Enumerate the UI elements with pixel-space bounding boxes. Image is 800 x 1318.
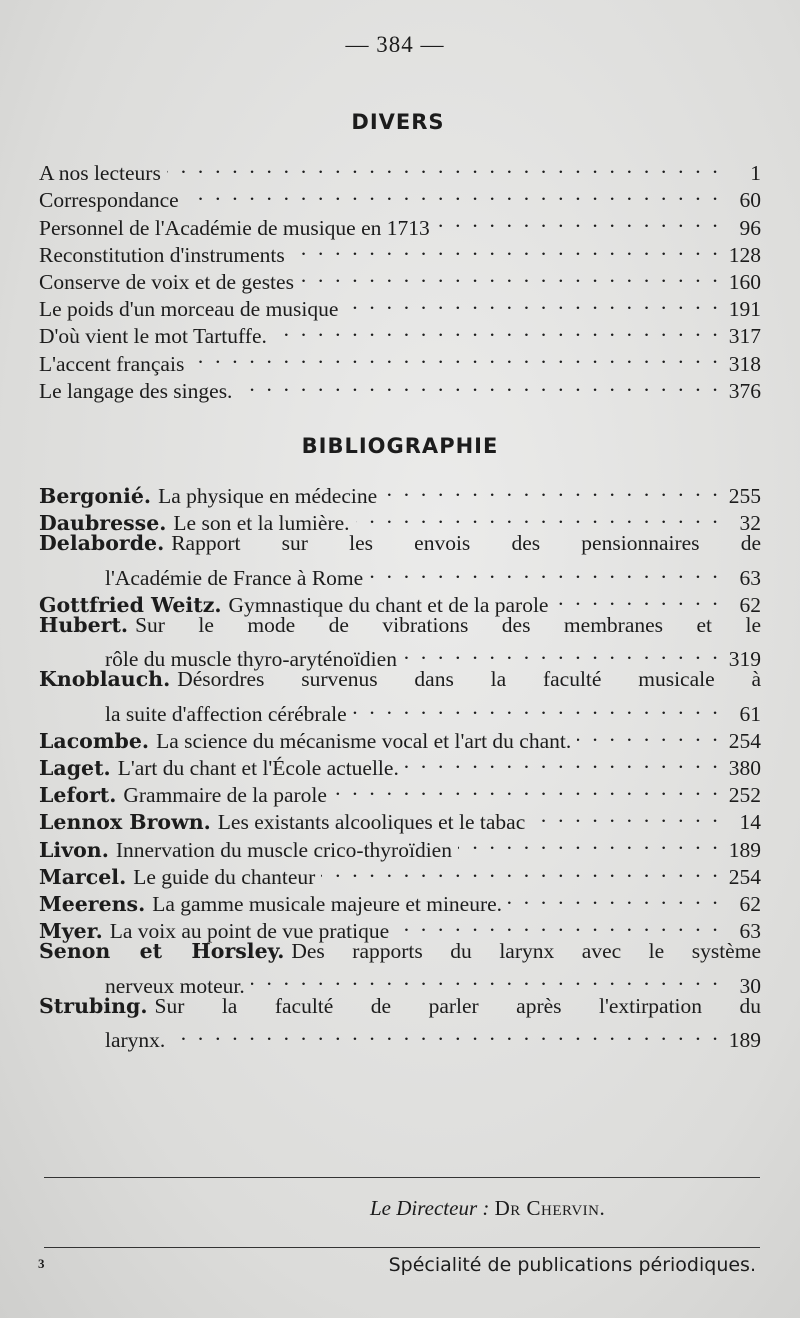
entry-title-continuation: nerveux moteur.: [105, 973, 245, 998]
dot-leader: [395, 911, 721, 938]
signature-line: [370, 1196, 605, 1221]
dot-leader: [554, 585, 721, 612]
bibliography-entry: [39, 993, 761, 1020]
bibliographie-section-title: BIBLIOGRAPHIE: [301, 434, 499, 458]
entry-title: Gymnastique du chant et de la parole: [228, 592, 549, 617]
entry-title: Sur la faculté de parler après l'extirpation du: [154, 993, 761, 1018]
entry-page-number: 1: [750, 161, 761, 186]
entry-author: Knoblauch.: [39, 667, 171, 692]
bibliography-entry: [39, 612, 761, 639]
entry-author: Gottfried Weitz.: [39, 592, 222, 617]
entry-page-number: 30: [739, 973, 761, 998]
divers-entry-list: [39, 153, 761, 403]
entry-title: Reconstitution d'instruments: [39, 242, 285, 267]
entry-title-continuation: rôle du muscle thyro-aryténoïdien: [105, 647, 397, 672]
entry-page-number: 160: [728, 269, 761, 294]
signature-label: Le Directeur :: [370, 1196, 490, 1220]
signature-name: Dr Chervin.: [494, 1196, 606, 1220]
entry-page-number: 380: [728, 756, 761, 781]
entry-page-number: 254: [728, 728, 761, 753]
entry-page-number: 60: [739, 188, 761, 213]
entry-page-number: 255: [728, 484, 761, 509]
dot-leader: [383, 476, 721, 503]
entry-page-number: 319: [728, 647, 761, 672]
entry-page-number: 63: [739, 565, 761, 590]
dot-leader: [458, 829, 721, 856]
divider-rule: [44, 1247, 760, 1248]
entry-page-number: 61: [739, 701, 761, 726]
dot-leader: [333, 775, 721, 802]
bibliography-entry-continuation: [39, 1020, 761, 1052]
entry-title: Innervation du muscle crico-thyroïdien: [115, 837, 452, 862]
entry-title-continuation: la suite d'affection cérébrale: [105, 701, 347, 726]
entry-page-number: 63: [739, 919, 761, 944]
dot-leader: [185, 180, 721, 207]
divers-entry: [39, 153, 761, 186]
entry-title-continuation: l'Académie de France à Rome: [105, 565, 364, 590]
entry-author: Marcel.: [39, 864, 127, 889]
entry-page-number: 254: [728, 864, 761, 889]
divider-rule: [44, 1177, 760, 1178]
bibliography-entry: [39, 666, 761, 693]
dot-leader: [300, 262, 721, 289]
entry-title: Le guide du chanteur: [133, 864, 316, 889]
divers-section-title: DIVERS: [351, 110, 445, 134]
entry-title: Grammaire de la parole: [123, 783, 327, 808]
entry-title: Désordres survenus dans la faculté musicale à: [177, 667, 761, 692]
dot-leader: [577, 721, 721, 748]
entry-title: Rapport sur les envois des pensionnaires de: [171, 531, 761, 556]
entry-author: Laget.: [39, 756, 111, 781]
dot-leader: [190, 343, 721, 370]
dot-leader: [321, 857, 721, 884]
dot-leader: [251, 965, 721, 992]
dot-leader: [273, 316, 721, 343]
entry-title: Les existants alcooliques et le tabac: [217, 810, 526, 835]
entry-title: La voix au point de vue pratique: [109, 919, 390, 944]
bibliography-entry: [39, 938, 761, 965]
dot-leader: [291, 235, 721, 262]
entry-title: La gamme musicale majeure et mineure.: [152, 892, 503, 916]
entry-title: L'art du chant et l'École actuelle.: [117, 756, 399, 781]
dot-leader: [344, 289, 721, 316]
entry-page-number: 189: [728, 837, 761, 862]
dot-leader: [356, 503, 721, 530]
entry-author: Lennox Brown.: [39, 810, 211, 835]
entry-page-number: 191: [728, 297, 761, 322]
dot-leader: [436, 207, 721, 234]
page-number: — 384 —: [345, 32, 445, 57]
bibliography-entry-continuation: [39, 639, 761, 672]
footer-printer-line: Spécialité de publications périodiques.: [388, 1254, 756, 1276]
entry-author: Lacombe.: [39, 728, 150, 753]
entry-author: Myer.: [39, 919, 103, 944]
entry-page-number: 318: [728, 351, 761, 376]
entry-title: Le son et la lumière.: [173, 511, 350, 536]
entry-page-number: 317: [728, 324, 761, 349]
entry-author: Strubing.: [39, 993, 148, 1018]
dot-leader: [171, 1020, 721, 1047]
entry-page-number: 128: [728, 242, 761, 267]
entry-author: Hubert.: [39, 612, 129, 637]
entry-author: Bergonié.: [39, 484, 152, 509]
bibliography-entry-continuation: [39, 558, 761, 590]
entry-title: La science du mécanisme vocal et l'art du chant.: [156, 728, 572, 753]
entry-page-number: 62: [739, 892, 761, 916]
entry-title: L'accent français: [39, 351, 185, 376]
entry-page-number: 14: [739, 810, 761, 835]
entry-author: Delaborde.: [39, 531, 165, 556]
entry-title-continuation: larynx.: [105, 1027, 166, 1052]
entry-title: Conserve de voix et de gestes: [39, 269, 294, 294]
entry-page-number: 376: [728, 378, 761, 403]
dot-leader: [531, 802, 721, 829]
dot-leader: [238, 371, 721, 398]
bibliography-entry: [39, 476, 761, 509]
bibliographie-entry-list: [39, 476, 761, 1052]
entry-page-number: 32: [739, 511, 761, 536]
entry-page-number: 189: [728, 1027, 761, 1052]
entry-title: Sur le mode de vibrations des membranes et le: [135, 612, 761, 637]
dot-leader: [353, 694, 721, 721]
entry-author: Senon et Horsley.: [39, 939, 285, 964]
bibliography-entry-continuation: [39, 965, 761, 998]
entry-title: Le poids d'un morceau de musique: [39, 297, 339, 322]
entry-title: La physique en médecine: [158, 484, 378, 509]
dot-leader: [167, 153, 721, 180]
entry-page-number: 96: [739, 215, 761, 240]
entry-title: D'où vient le mot Tartuffe.: [39, 324, 267, 349]
bibliography-entry-continuation: [39, 694, 761, 726]
entry-author: Livon.: [39, 837, 109, 862]
entry-author: Lefort.: [39, 783, 117, 808]
dot-leader: [369, 558, 721, 585]
entry-title: A nos lecteurs: [39, 161, 161, 186]
entry-title: Correspondance: [39, 188, 179, 213]
entry-page-number: 62: [739, 592, 761, 617]
entry-author: Meerens.: [39, 892, 146, 916]
dot-leader: [508, 884, 721, 911]
entry-page-number: 252: [728, 783, 761, 808]
dot-leader: [403, 639, 721, 666]
entry-title: Personnel de l'Académie de musique en 1713: [39, 215, 430, 240]
entry-author: Daubresse.: [39, 511, 167, 536]
dot-leader: [405, 748, 721, 775]
entry-title: Le langage des singes.: [39, 378, 233, 403]
entry-title: Des rapports du larynx avec le système: [291, 939, 761, 964]
footer-signature-mark: 3: [38, 1256, 45, 1271]
bibliography-entry: [39, 530, 761, 557]
